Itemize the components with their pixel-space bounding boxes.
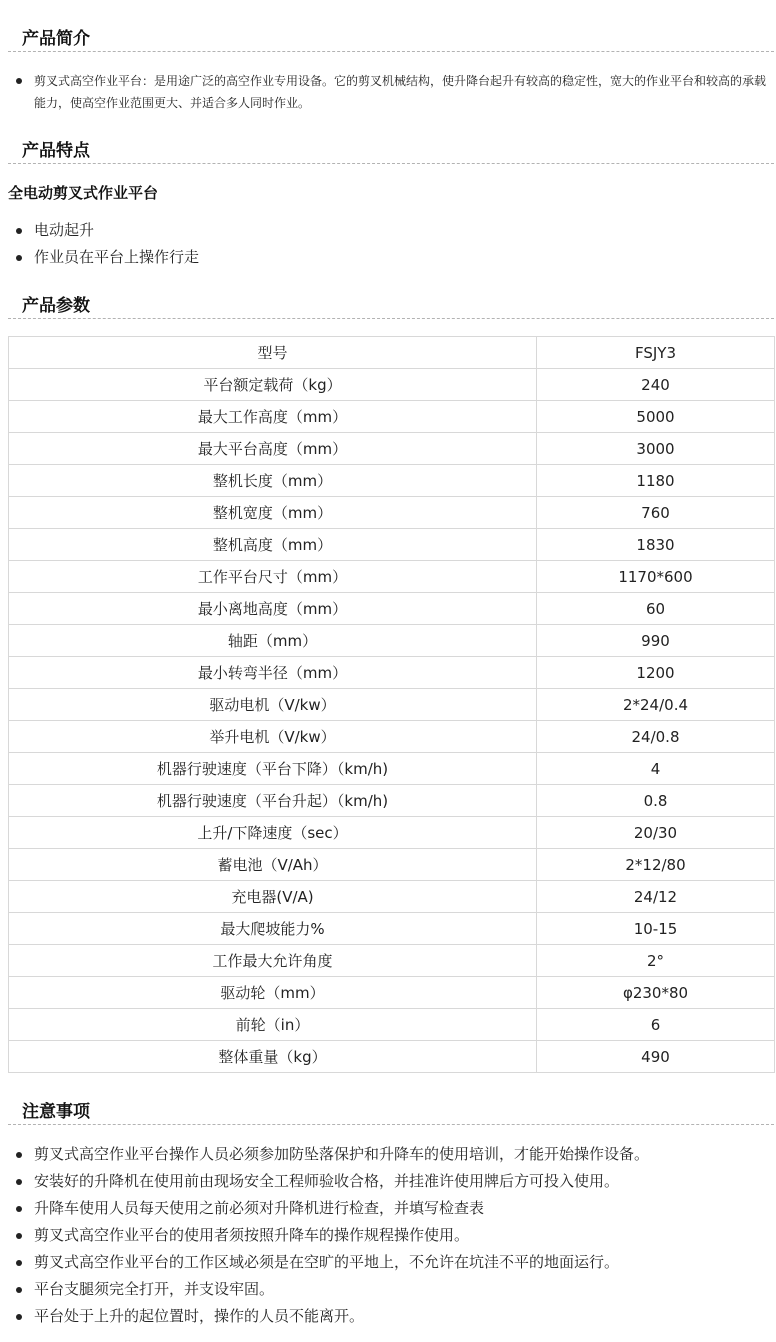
table-row — [9, 689, 775, 721]
param-name-cell: 整机宽度（mm） — [9, 497, 537, 529]
table-row — [9, 593, 775, 625]
list-item: 升降车使用人员每天使用之前必须对升降机进行检查，并填写检查表 — [16, 1195, 772, 1222]
param-value-cell: 5000 — [537, 401, 775, 433]
params-table — [8, 336, 775, 1073]
param-name-cell: 前轮（in） — [9, 1009, 537, 1041]
param-value-cell: φ230*80 — [537, 977, 775, 1009]
param-name-cell: 举升电机（V/kw） — [9, 721, 537, 753]
table-row — [9, 753, 775, 785]
list-item: 平台处于上升的起位置时，操作的人员不能离开。 — [16, 1303, 772, 1330]
table-row — [9, 561, 775, 593]
table-row — [9, 1009, 775, 1041]
list-item: 安装好的升降机在使用前由现场安全工程师验收合格，并挂准许使用牌后方可投入使用。 — [16, 1168, 772, 1195]
param-name-cell: 平台额定载荷（kg） — [9, 369, 537, 401]
param-name-cell: 上升/下降速度（sec） — [9, 817, 537, 849]
param-value-cell: 240 — [537, 369, 775, 401]
param-value-cell: 6 — [537, 1009, 775, 1041]
list-item: 电动起升 — [16, 217, 772, 244]
param-value-cell: 1830 — [537, 529, 775, 561]
param-value-cell: 1200 — [537, 657, 775, 689]
table-row — [9, 337, 775, 369]
table-row — [9, 817, 775, 849]
param-value-cell: 0.8 — [537, 785, 775, 817]
param-name-cell: 整机高度（mm） — [9, 529, 537, 561]
table-row — [9, 945, 775, 977]
table-row — [9, 369, 775, 401]
param-name-cell: 整体重量（kg） — [9, 1041, 537, 1073]
param-value-cell: 60 — [537, 593, 775, 625]
param-value-cell: 760 — [537, 497, 775, 529]
table-row — [9, 721, 775, 753]
intro-list — [16, 70, 772, 114]
table-row — [9, 657, 775, 689]
table-row — [9, 497, 775, 529]
param-name-cell: 驱动电机（V/kw） — [9, 689, 537, 721]
section-title-params: 产品参数 — [8, 291, 774, 319]
param-name-cell: 充电器(V/A) — [9, 881, 537, 913]
param-value-cell: 3000 — [537, 433, 775, 465]
param-value-cell: 10-15 — [537, 913, 775, 945]
table-row — [9, 977, 775, 1009]
section-title-notes: 注意事项 — [8, 1097, 774, 1125]
table-row — [9, 433, 775, 465]
param-value-cell: 990 — [537, 625, 775, 657]
param-name-cell: 最小离地高度（mm） — [9, 593, 537, 625]
param-name-cell: 整机长度（mm） — [9, 465, 537, 497]
param-name-cell: 驱动轮（mm） — [9, 977, 537, 1009]
param-value-cell: 2° — [537, 945, 775, 977]
table-row — [9, 881, 775, 913]
table-row — [9, 465, 775, 497]
list-item: 平台支腿须完全打开，并支设牢固。 — [16, 1276, 772, 1303]
param-name-cell: 工作平台尺寸（mm） — [9, 561, 537, 593]
param-value-cell: 2*24/0.4 — [537, 689, 775, 721]
table-row — [9, 785, 775, 817]
list-item: 作业员在平台上操作行走 — [16, 244, 772, 271]
param-value-cell: 1180 — [537, 465, 775, 497]
table-row — [9, 625, 775, 657]
param-name-cell: 机器行驶速度（平台升起）（km/h) — [9, 785, 537, 817]
param-name-cell: 轴距（mm） — [9, 625, 537, 657]
param-value-cell: 490 — [537, 1041, 775, 1073]
features-list — [16, 217, 772, 271]
param-name-cell: 最小转弯半径（mm） — [9, 657, 537, 689]
param-name-cell: 蓄电池（V/Ah） — [9, 849, 537, 881]
table-row — [9, 849, 775, 881]
param-value-cell: 1170*600 — [537, 561, 775, 593]
param-name-cell: 机器行驶速度（平台下降）（km/h) — [9, 753, 537, 785]
param-value-cell: FSJY3 — [537, 337, 775, 369]
param-name-cell: 工作最大允许角度 — [9, 945, 537, 977]
table-row — [9, 401, 775, 433]
table-row — [9, 1041, 775, 1073]
param-value-cell: 24/0.8 — [537, 721, 775, 753]
list-item: 剪叉式高空作业平台的使用者须按照升降车的操作规程操作使用。 — [16, 1222, 772, 1249]
section-title-intro: 产品简介 — [8, 24, 774, 52]
intro-text: 剪叉式高空作业平台：是用途广泛的高空作业专用设备。它的剪叉机械结构，使升降台起升有较高的稳定性，宽大的作业平台和较高的承载能力，使高空作业范围更大、并适合多人同时作业。 — [16, 70, 772, 114]
param-value-cell: 20/30 — [537, 817, 775, 849]
table-row — [9, 913, 775, 945]
param-name-cell: 最大爬坡能力% — [9, 913, 537, 945]
param-name-cell: 最大工作高度（mm） — [9, 401, 537, 433]
param-value-cell: 24/12 — [537, 881, 775, 913]
list-item: 剪叉式高空作业平台的工作区域必须是在空旷的平地上，不允许在坑洼不平的地面运行。 — [16, 1249, 772, 1276]
notes-list — [16, 1141, 772, 1330]
table-row — [9, 529, 775, 561]
features-subheading: 全电动剪叉式作业平台 — [8, 184, 159, 202]
param-name-cell: 型号 — [9, 337, 537, 369]
list-item: 剪叉式高空作业平台操作人员必须参加防坠落保护和升降车的使用培训，才能开始操作设备。 — [16, 1141, 772, 1168]
param-name-cell: 最大平台高度（mm） — [9, 433, 537, 465]
param-value-cell: 4 — [537, 753, 775, 785]
section-title-features: 产品特点 — [8, 136, 774, 164]
param-value-cell: 2*12/80 — [537, 849, 775, 881]
